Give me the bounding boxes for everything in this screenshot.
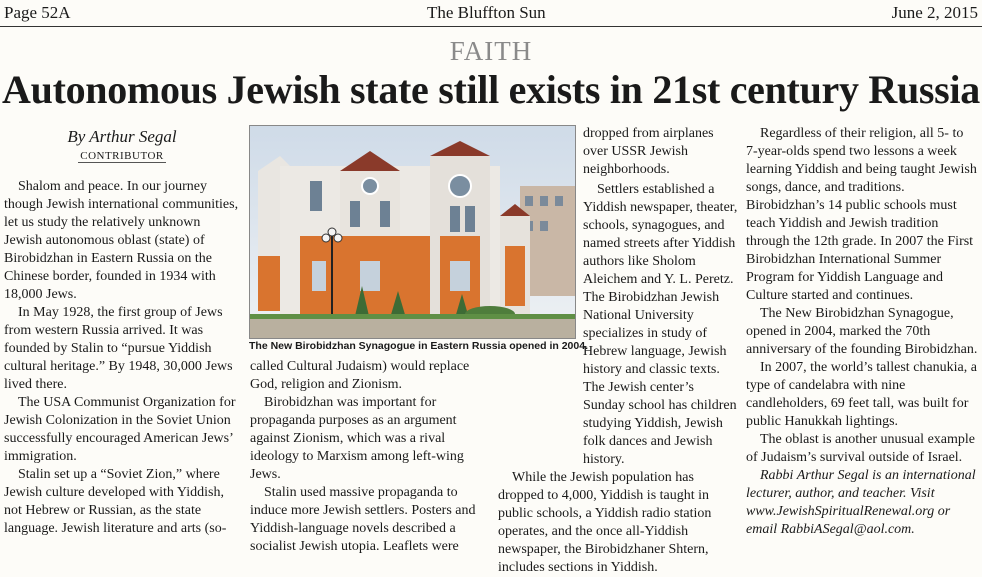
byline: By Arthur Segal xyxy=(67,127,177,146)
paragraph: called Cultural Judaism) would replace God, religion and Zionism. xyxy=(250,359,470,392)
paragraph: Regardless of their religion, all 5- to 7-year-olds spend two lessons a week learning Yiddish and being taught Jewish songs, dance, and traditions. Birobidzhan’s 14 public schools must teach Yiddish and Jewish tradition through the 12th grade. In 2007 the First Birobidzhan International Summer Program for Yiddish Language and Culture started and continues. xyxy=(746,126,977,303)
paragraph: While the Jewish population has dropped to 4,000, Yiddish is taught in public schools, a Yiddish radio station operates, and the once all-Yiddish newspaper, the Birobidzhaner Shtern, includes sections in Yiddish. xyxy=(498,470,712,575)
article-column-3 xyxy=(498,181,738,577)
paragraph: In 2007, the world’s tallest chanukia, a type of candelabra with nine candleholders, 69 feet tall, was built for public Hanukkah lightings. xyxy=(746,360,977,429)
paragraph: Settlers established a Yiddish newspaper, theater, schools, synagogues, and named streets after Yiddish authors like Sholom Aleichem and Y. L. Peretz. The Birobidzhan Jewish National University specializes in study of Hebrew language, Jewish history and classic texts. The Jewish center’s Sunday school has children studying Yiddish, Jewish folk dances and Jewish history. xyxy=(583,182,738,467)
article-column-4 xyxy=(746,125,978,539)
paragraph: The USA Communist Organization for Jewish Colonization in the Soviet Union successfully encouraged American Jews’ immigration. xyxy=(4,395,236,464)
paragraph: dropped from airplanes over USSR Jewish neighborhoods. xyxy=(583,126,714,177)
article-column-2 xyxy=(250,358,494,556)
paragraph: Stalin set up a “Soviet Zion,” where Jewish culture developed with Yiddish, not Hebrew or Russian, as the state language. Jewish literature and arts (so- xyxy=(4,467,227,536)
paragraph: The oblast is another unusual example of Judaism’s survival outside of Israel. xyxy=(746,432,975,465)
paragraph: Birobidzhan was important for propaganda purposes as an argument against Zionism, which was a rival ideology to Marxism among left-wing Jews. xyxy=(250,395,464,482)
paragraph: Stalin used massive propaganda to induce more Jewish settlers. Posters and Yiddish-language novels described a socialist Jewish utopia. Leaflets were xyxy=(250,485,476,554)
section-label: FAITH xyxy=(449,36,533,66)
author-bio: Rabbi Arthur Segal is an international lecturer, author, and teacher. Visit www.JewishSpiritualRenewal.org or email RabbiASegal@aol.com. xyxy=(746,468,976,537)
photo-caption: The New Birobidzhan Synagogue in Eastern Russia opened in 2004. xyxy=(249,340,588,352)
paragraph: Shalom and peace. In our journey though Jewish international communities, let us study the relatively unknown Jewish autonomous oblast (state) of Birobidzhan in Eastern Russia on the Chinese border, founded in 1934 with 18,000 Jews. xyxy=(4,179,239,302)
article-column-1 xyxy=(4,178,240,538)
paragraph: In May 1928, the first group of Jews from western Russia arrived. It was founded by Stalin to “pursue Yiddish cultural heritage.” By 1948, 30,000 Jews lived there. xyxy=(4,305,233,392)
issue-date: June 2, 2015 xyxy=(891,3,978,22)
article-column-3-top xyxy=(583,125,735,179)
byline-role-text: CONTRIBUTOR xyxy=(80,150,164,162)
publication-name: The Bluffton Sun xyxy=(427,3,546,22)
page-number: Page 52A xyxy=(4,3,71,22)
header-rule xyxy=(0,26,982,27)
paragraph: The New Birobidzhan Synagogue, opened in 2004, marked the 70th anniversary of the founding Birobidzhan. xyxy=(746,306,978,357)
headline: Autonomous Jewish state still exists in 21st century Russia xyxy=(2,67,980,112)
byline-role xyxy=(4,150,240,162)
running-header xyxy=(0,0,982,26)
